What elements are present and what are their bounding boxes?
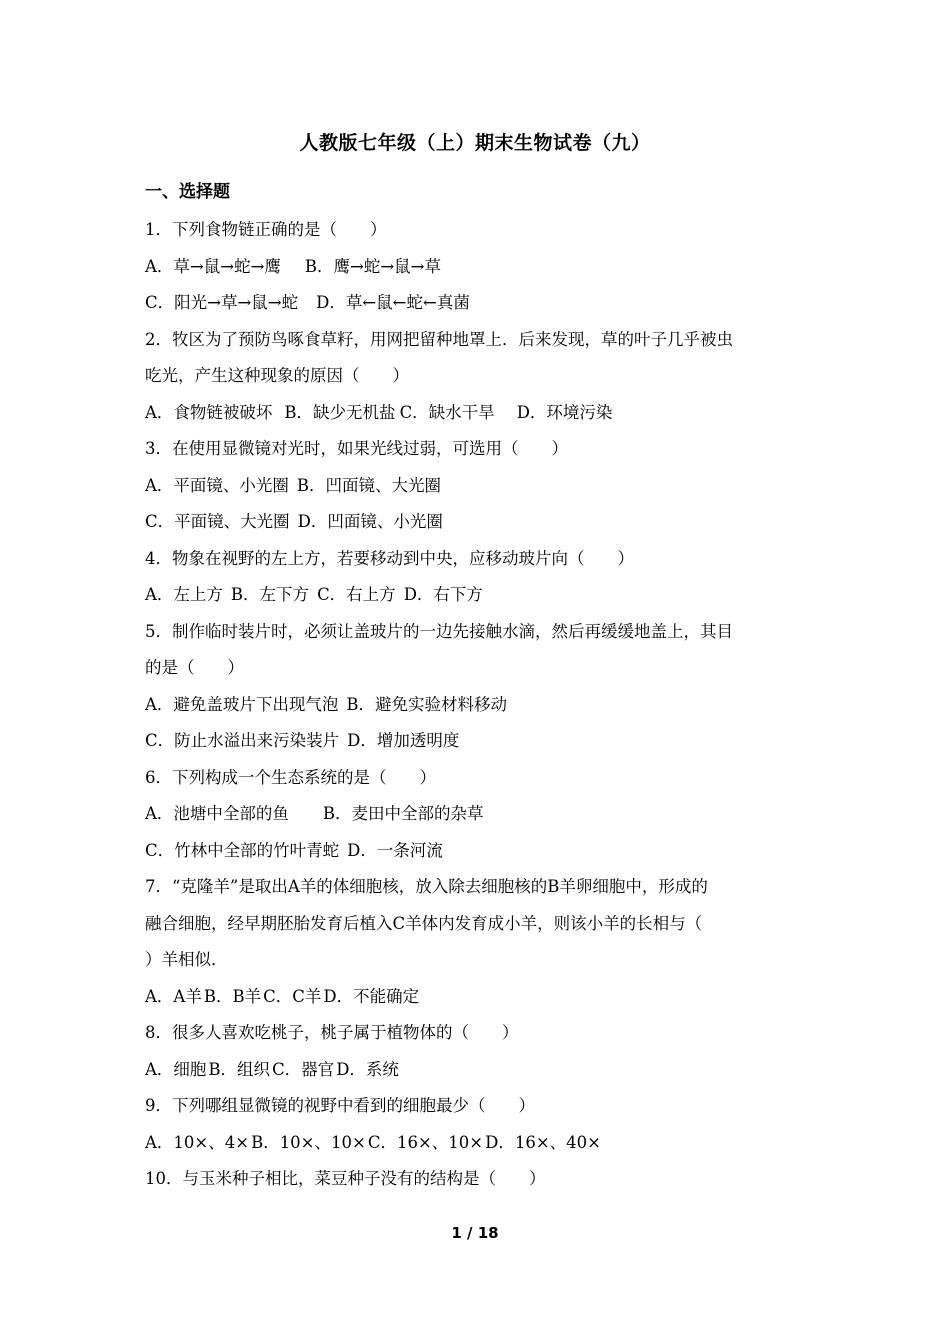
question-text: 1．下列食物链正确的是（ ） — [145, 220, 387, 239]
answer-option: C．竹林中全部的竹叶青蛇 — [145, 840, 340, 860]
answer-option: A．左上方 — [145, 585, 223, 604]
question-text: 2．牧区为了预防鸟啄食草籽，用网把留种地罩上．后来发现，草的叶子几乎被虫 — [145, 329, 733, 349]
answer-option: C．器官 — [272, 1059, 335, 1079]
answer-option: B．B羊 — [203, 986, 262, 1006]
answer-option: C．防止水溢出来污染装片 — [145, 731, 340, 750]
option-line — [145, 796, 810, 833]
answer-option: D．增加透明度 — [347, 731, 460, 750]
option-line — [145, 285, 810, 322]
option-line — [145, 577, 810, 614]
answer-option: D．系统 — [336, 1059, 399, 1079]
answer-option: C．16×、10× — [367, 1132, 484, 1152]
question-text: 融合细胞，经早期胚胎发育后植入C羊体内发育成小羊，则该小羊的长相与（ — [145, 913, 703, 933]
question-text: 4．物象在视野的左上方，若要移动到中央，应移动玻片向（ ） — [145, 548, 634, 568]
question-text: 9．下列哪组显微镜的视野中看到的细胞最少（ ） — [145, 1096, 535, 1115]
answer-option: B．缺少无机盐 — [284, 402, 396, 422]
answer-option: A．池塘中全部的鱼 — [145, 804, 289, 823]
option-line — [145, 504, 810, 541]
answer-option: C．阳光→草→鼠→蛇 — [145, 293, 299, 312]
question-text: 5．制作临时装片时，必须让盖玻片的一边先接触水滴，然后再缓缓地盖上，其目 — [145, 621, 733, 641]
option-line — [145, 395, 810, 432]
page-title: 人教版七年级（上）期末生物试卷（九） — [299, 132, 651, 154]
answer-option: A．食物链被破坏 — [145, 402, 273, 422]
answer-option: D．16×、40× — [485, 1132, 601, 1152]
answer-option: A．避免盖玻片下出现气泡 — [145, 694, 339, 714]
answer-option: D．不能确定 — [323, 986, 420, 1006]
answer-option: D．凹面镜、小光圈 — [297, 512, 443, 531]
answer-option: A．A羊 — [145, 986, 202, 1006]
answer-option: C．右上方 — [317, 585, 396, 604]
option-line — [145, 723, 810, 760]
answer-option: D．环境污染 — [516, 402, 613, 422]
question-text: 7．“克隆羊”是取出A羊的体细胞核，放入除去细胞核的B羊卵细胞中，形成的 — [145, 877, 708, 896]
option-line — [145, 979, 810, 1016]
answer-option: A．10×、4× — [145, 1132, 250, 1152]
question-text: 6．下列构成一个生态系统的是（ ） — [145, 767, 436, 787]
question-text: 吃光，产生这种现象的原因（ ） — [145, 366, 409, 385]
question-list — [145, 212, 810, 1198]
answer-option: B．麦田中全部的杂草 — [322, 804, 484, 823]
answer-option: A．平面镜、小光圈 — [145, 475, 289, 495]
question-text: 10．与玉米种子相比，菜豆种子没有的结构是（ ） — [145, 1169, 546, 1188]
exam-content — [145, 176, 810, 1198]
answer-option: B．组织 — [208, 1059, 271, 1079]
option-line — [145, 833, 810, 870]
answer-option: C．C羊 — [263, 986, 322, 1006]
page-number: 1 / 18 — [451, 1224, 499, 1242]
question-text: 3．在使用显微镜对光时，如果光线过弱，可选用（ ） — [145, 439, 568, 458]
option-line — [145, 1125, 810, 1162]
question-text: 的是（ ） — [145, 658, 244, 677]
answer-option: B．10×、10× — [251, 1132, 366, 1152]
question-text: ）羊相似． — [145, 950, 228, 969]
answer-option: B．鹰→蛇→鼠→草 — [304, 256, 442, 276]
answer-option: B．凹面镜、大光圈 — [296, 475, 442, 495]
option-line — [145, 468, 810, 505]
answer-option: C．缺水干旱 — [399, 402, 495, 422]
answer-option: D．右下方 — [403, 585, 483, 604]
answer-option: C．平面镜、大光圈 — [145, 512, 290, 531]
answer-option: B．避免实验材料移动 — [346, 694, 508, 714]
answer-option: A．草→鼠→蛇→鹰 — [145, 256, 281, 276]
answer-option: B．左下方 — [230, 585, 310, 604]
answer-option: A．细胞 — [145, 1059, 207, 1079]
section-heading: 一、选择题 — [145, 182, 230, 202]
option-line — [145, 1052, 810, 1089]
question-text: 8．很多人喜欢吃桃子，桃子属于植物体的（ ） — [145, 1023, 519, 1042]
option-line — [145, 687, 810, 724]
option-line — [145, 249, 810, 286]
answer-option: D．草←鼠←蛇←真菌 — [316, 293, 470, 312]
answer-option: D．一条河流 — [347, 840, 443, 860]
